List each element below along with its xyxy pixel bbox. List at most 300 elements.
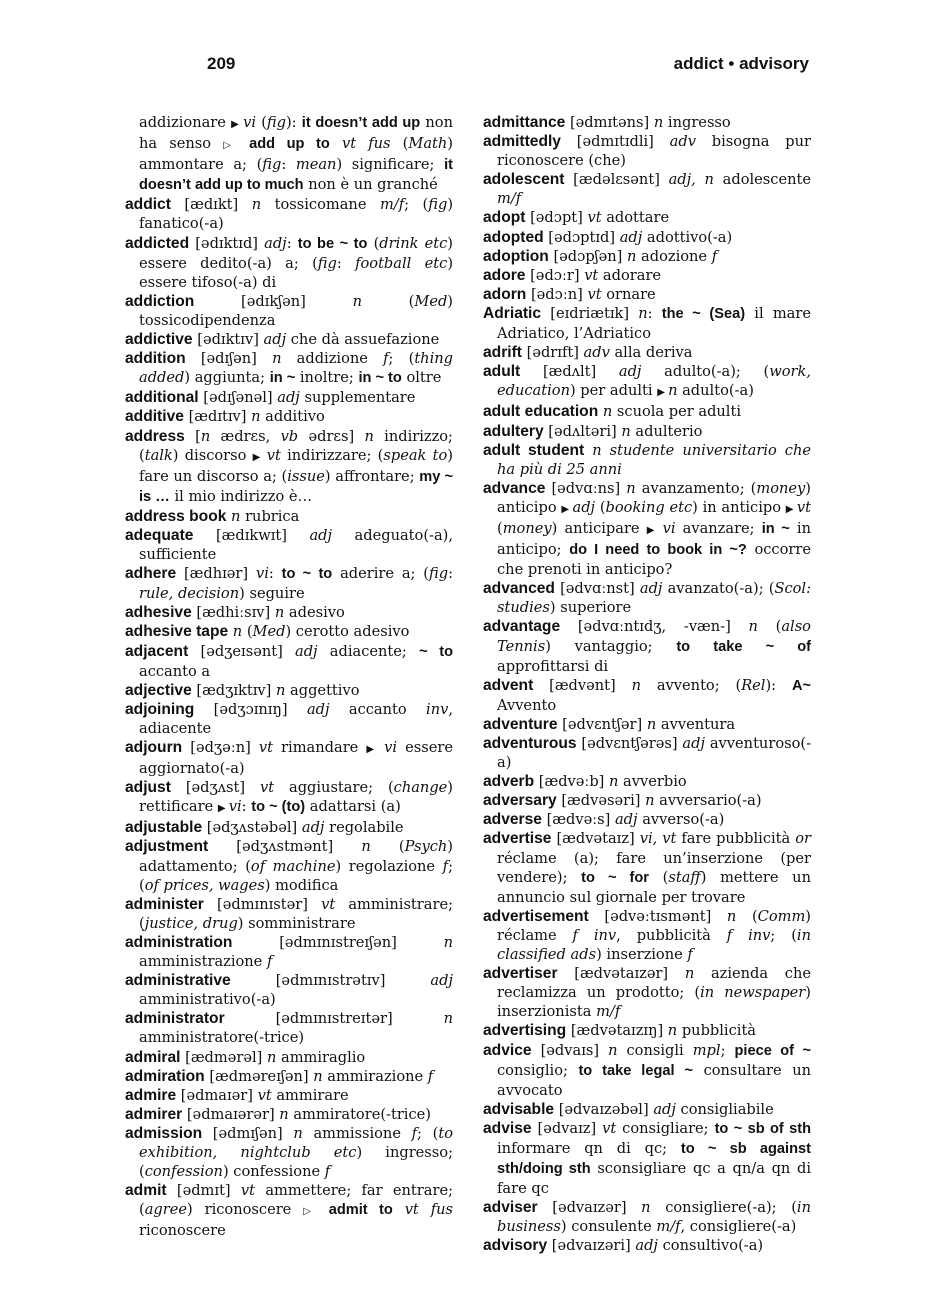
grammar-label: fig: [429, 565, 449, 583]
headword: advertiser: [483, 965, 558, 983]
headword: adhesive: [125, 604, 192, 622]
definition-text: ▶: [646, 524, 663, 536]
grammar-label: n: [631, 676, 641, 694]
grammar-label: drink etc: [379, 234, 448, 252]
definition-text: aderire a; (: [332, 565, 430, 583]
headword: advertising: [483, 1022, 567, 1040]
grammar-label: adj: [309, 526, 333, 544]
definition-text: :: [336, 254, 356, 272]
definition-text: [ædməreɪʃən]: [204, 1067, 314, 1085]
definition-text: [ædvətaɪzɪŋ]: [566, 1022, 668, 1040]
definition-text: [ədvaɪzəbəl]: [554, 1100, 654, 1118]
definition-text: :: [281, 156, 296, 174]
grammar-label: n: [602, 403, 613, 421]
headword: additional: [125, 389, 199, 407]
dictionary-entry: [125, 564, 453, 603]
dictionary-entry: [483, 285, 811, 304]
definition-text: [ədʒəːn]: [182, 739, 259, 756]
grammar-label: also Tennis: [497, 618, 811, 655]
grammar-label: adj: [618, 363, 642, 381]
grammar-label: adj: [277, 389, 300, 407]
dictionary-entry: [125, 292, 453, 330]
definition-text: [ədvɛntʃər]: [557, 715, 647, 733]
grammar-label: vt: [257, 1086, 272, 1104]
definition-text: rimandare: [273, 739, 367, 756]
definition-text: [ədɔːr]: [525, 266, 585, 284]
definition-text: ammettere; far entrare; (: [139, 1182, 454, 1219]
grammar-label: f: [711, 247, 718, 265]
grammar-label: n: [684, 965, 695, 983]
definition-text: ) consulente: [560, 1218, 657, 1236]
phrase: admit to: [328, 1202, 393, 1219]
definition-text: non ha senso: [139, 114, 453, 153]
definition-text: (: [367, 234, 380, 252]
headword: adventure: [483, 715, 558, 733]
grammar-label: n: [251, 408, 261, 426]
headword: adverse: [483, 811, 542, 829]
headword: administer: [125, 895, 204, 913]
definition-text: ; (: [770, 926, 797, 944]
grammar-label: adv: [669, 133, 696, 151]
grammar-label: n: [293, 1124, 303, 1142]
dictionary-entry: [125, 818, 453, 837]
grammar-label: f: [442, 857, 449, 875]
grammar-label: n studente universitario che ha più di 25 anni: [497, 441, 812, 478]
phrase: to be ~ to: [297, 235, 368, 252]
definition-text: [ædʒɪktɪv]: [191, 681, 276, 699]
grammar-label: Psych: [404, 838, 448, 856]
definition-text: ammirare: [271, 1086, 349, 1104]
definition-text: consigliare;: [616, 1119, 715, 1137]
definition-text: avanzato(-a); (: [662, 580, 775, 598]
grammar-label: vt: [259, 779, 275, 797]
definition-text: consultivo(-a): [657, 1237, 764, 1255]
dictionary-entry: [483, 964, 811, 1021]
phrase: it doesn’t add up to much: [139, 157, 453, 194]
grammar-label: n: [200, 427, 211, 445]
definition-text: (: [757, 618, 782, 636]
grammar-label: mpl: [692, 1041, 721, 1059]
dictionary-entry: [483, 479, 811, 579]
headword: adversary: [483, 792, 557, 810]
definition-text: ingresso: [663, 114, 731, 131]
dictionary-entry: [125, 1048, 453, 1067]
definition-text: [ædvətaɪz]: [551, 830, 640, 848]
dictionary-entry: [483, 1198, 811, 1236]
grammar-label: rule, decision: [139, 585, 240, 603]
definition-text: ) tossicodipendenza: [139, 292, 453, 329]
grammar-label: adj: [295, 642, 318, 660]
definition-text: inoltre;: [295, 369, 359, 387]
headword: adjustment: [125, 838, 209, 856]
grammar-label: talk: [144, 446, 173, 464]
definition-text: [ədmaɪərər]: [182, 1105, 280, 1123]
grammar-label: vt: [587, 209, 602, 227]
grammar-label: thing added: [139, 350, 453, 387]
dictionary-entry: [483, 579, 811, 617]
grammar-label: vt: [266, 446, 281, 464]
definition-text: adorare: [598, 266, 662, 284]
grammar-label: vi: [662, 519, 676, 537]
grammar-label: vt: [796, 498, 812, 516]
headword: addiction: [125, 292, 195, 310]
headword: admit: [125, 1182, 167, 1200]
phrase: piece of ~: [734, 1042, 811, 1059]
definition-text: , consigliere(-a): [680, 1218, 797, 1236]
dictionary-entry: [483, 1021, 811, 1040]
definition-text: amministrazione: [139, 953, 267, 971]
definition-text: (: [370, 838, 405, 856]
definition-text: addizione: [281, 350, 384, 368]
definition-text: ) in anticipo: [692, 498, 786, 516]
definition-text: adesivo: [284, 604, 345, 622]
definition-text: ▶: [785, 503, 797, 515]
dictionary-entry: [125, 388, 453, 407]
headword: admiral: [125, 1048, 181, 1066]
definition-text: ▶: [252, 451, 267, 463]
grammar-label: adj: [619, 228, 643, 246]
definition-text: (: [390, 135, 409, 153]
headword: advice: [483, 1041, 532, 1059]
definition-text: ) adattamento; (: [139, 838, 453, 875]
definition-text: accanto a: [139, 662, 211, 680]
definition-text: [ədʒʌst]: [170, 779, 260, 797]
headword: adorn: [483, 285, 527, 303]
definition-text: ) seguire: [239, 585, 305, 603]
phrase: in ~: [761, 520, 790, 537]
dictionary-entry: [125, 330, 453, 349]
grammar-label: n: [748, 618, 758, 636]
grammar-label: n: [272, 350, 282, 368]
definition-text: ▷: [223, 140, 250, 152]
grammar-label: fig: [428, 196, 448, 214]
dictionary-entry: [125, 837, 453, 894]
grammar-label: n: [361, 838, 371, 856]
definition-text: ; (: [388, 350, 415, 368]
dictionary-entry: [125, 234, 453, 292]
grammar-label: n: [609, 773, 619, 791]
definition-text: [ədʌltəri]: [543, 422, 622, 440]
grammar-label: adj: [263, 331, 287, 349]
grammar-label: in business: [497, 1199, 811, 1236]
definition-text: [ədvaɪz]: [531, 1119, 603, 1137]
dictionary-entry: [125, 1009, 453, 1047]
definition-text: ) fanatico(-a): [139, 196, 454, 233]
definition-text: adulto(-a): [677, 382, 754, 400]
definition-text: supplementare: [299, 389, 416, 407]
definition-text: ammiratore(-trice): [288, 1105, 431, 1123]
definition-text: ) cerotto adesivo: [285, 623, 410, 641]
grammar-label: vi: [228, 798, 242, 816]
definition-text: avverso(-a): [637, 811, 725, 829]
definition-text: [eɪdriætɪk]: [541, 304, 639, 322]
definition-text: :: [647, 304, 662, 322]
headword: adventurous: [483, 735, 577, 752]
definition-text: avverbio: [618, 773, 687, 791]
definition-text: amministrare; (: [139, 895, 454, 932]
grammar-label: Math: [408, 135, 448, 153]
dictionary-entry: [125, 603, 453, 622]
headword: adjective: [125, 681, 192, 699]
definition-text: [ədɔpʃən]: [548, 247, 627, 265]
definition-text: [ædəlɛsənt]: [564, 171, 669, 189]
definition-text: non è un granché: [303, 176, 438, 194]
headword: adoption: [483, 247, 549, 265]
grammar-label: m/f: [497, 190, 522, 208]
definition-text: pubblicità: [677, 1022, 757, 1040]
definition-text: azienda che reclamizza un prodotto; (: [497, 965, 812, 1002]
headword: advanced: [483, 580, 555, 598]
definition-text: [ədɪʃənəl]: [198, 389, 278, 407]
definition-text: adattarsi (a): [305, 798, 401, 816]
running-head: addict • advisory: [673, 54, 809, 73]
headword: adjacent: [125, 642, 189, 660]
phrase: my ~ is …: [139, 468, 454, 505]
definition-text: adulterio: [630, 422, 703, 440]
headword: adhesive tape: [125, 623, 229, 641]
definition-text: consultare un avvocato: [497, 1061, 811, 1099]
definition-text: [ædvənt]: [533, 676, 632, 694]
grammar-label: f: [266, 953, 273, 971]
headword: adopted: [483, 228, 544, 246]
definition-text: ▷: [303, 1206, 329, 1218]
grammar-label: n: [279, 1105, 289, 1123]
grammar-label: adj: [682, 735, 705, 752]
definition-text: sconsigliare qc a qn/a qn di fare qc: [497, 1160, 811, 1198]
headword: adequate: [125, 526, 194, 544]
definition-text: consiglio;: [497, 1061, 579, 1079]
definition-text: ):: [765, 676, 792, 694]
definition-text: in anticipo;: [497, 519, 811, 559]
phrase: to ~ sb against sth/doing sth: [497, 1140, 811, 1178]
phrase: to take legal ~: [578, 1062, 694, 1079]
grammar-label: n: [231, 507, 241, 525]
grammar-label: m/f: [596, 1003, 621, 1021]
grammar-label: money: [502, 519, 552, 537]
grammar-label: of prices, wages: [144, 876, 265, 894]
definition-text: [ədrɪft]: [521, 344, 584, 362]
grammar-label: vt fus: [404, 1201, 454, 1219]
grammar-label: n: [608, 1041, 618, 1059]
dictionary-entry: [483, 266, 811, 285]
definition-text: [ədɔptɪd]: [543, 228, 620, 246]
definition-text: riconoscere: [139, 1222, 226, 1240]
headword: additive: [125, 408, 184, 426]
grammar-label: vt: [240, 1182, 256, 1200]
grammar-label: f: [687, 946, 693, 964]
grammar-label: adj: [635, 1237, 658, 1255]
headword: admire: [125, 1086, 177, 1104]
definition-text: [ədɔːn]: [526, 285, 588, 303]
definition-text: ) per adulti: [569, 382, 658, 400]
phrase: do I need to book in ~?: [569, 542, 747, 559]
headword: adviser: [483, 1199, 538, 1217]
dictionary-entry: [483, 132, 811, 170]
definition-text: ædrɛs,: [210, 427, 281, 445]
grammar-label: adj, n: [668, 171, 714, 189]
definition-text: (: [242, 623, 253, 641]
dictionary-entry: [483, 829, 811, 906]
dictionary-entry: [125, 349, 453, 388]
definition-text: [ædvəːb]: [534, 773, 610, 791]
grammar-label: mean: [295, 156, 337, 174]
headword: adult: [483, 363, 521, 381]
headword: address: [125, 427, 185, 445]
definition-text: ) ingresso; (: [139, 1143, 453, 1181]
grammar-label: vt fus: [341, 135, 391, 153]
grammar-label: adj: [614, 811, 638, 829]
grammar-label: work, education: [497, 363, 811, 400]
headword: adhere: [125, 565, 177, 583]
definition-text: oltre: [401, 369, 442, 387]
grammar-label: vt: [321, 895, 336, 913]
definition-text: additivo: [260, 408, 325, 426]
dictionary-entry: [483, 676, 811, 715]
dictionary-entry: [125, 1181, 453, 1240]
grammar-label: n: [313, 1067, 323, 1085]
dictionary-entry: [483, 1100, 811, 1119]
definition-text: [ədvaɪzəri]: [547, 1237, 636, 1255]
definition-text: Avvento: [497, 696, 557, 714]
headword: admission: [125, 1124, 203, 1142]
left-column: [125, 113, 453, 1240]
definition-text: ▶: [657, 387, 669, 399]
grammar-label: vi: [384, 739, 398, 756]
grammar-label: n: [274, 604, 285, 622]
phrase: to ~ to: [281, 566, 333, 583]
definition-text: ; (: [404, 196, 429, 214]
headword: addicted: [125, 234, 190, 252]
grammar-label: n: [364, 427, 374, 445]
headword: advise: [483, 1119, 532, 1137]
definition-text: ) vantaggio;: [545, 637, 677, 655]
definition-text: ):: [285, 114, 302, 131]
grammar-label: adj: [639, 580, 663, 598]
definition-text: (: [649, 868, 669, 886]
headword: addition: [125, 350, 186, 368]
grammar-label: n: [251, 196, 262, 214]
definition-text: approfittarsi di: [497, 657, 609, 675]
dictionary-entry: [483, 810, 811, 829]
definition-text: [ædvəsəri]: [556, 792, 646, 810]
definition-text: [ædhiːsɪv]: [191, 604, 275, 622]
definition-text: ) anticipo: [497, 479, 811, 516]
dictionary-entry: [125, 113, 453, 195]
grammar-label: n: [645, 792, 655, 810]
definition-text: ) essere tifoso(-a) di: [139, 254, 454, 291]
headword: adore: [483, 266, 526, 284]
definition-text: ) fare un discorso a; (: [139, 446, 453, 485]
headword: adjoining: [125, 700, 195, 718]
dictionary-entry: [483, 304, 811, 343]
grammar-label: vt: [258, 739, 273, 756]
grammar-label: change: [393, 779, 448, 797]
headword: adult education: [483, 403, 599, 421]
definition-text: amministratore(-trice): [139, 1029, 305, 1047]
phrase: to ~ for: [581, 869, 649, 886]
definition-text: [ədvɑːns]: [545, 479, 627, 497]
headword: administrative: [125, 972, 231, 990]
grammar-label: m/f: [379, 196, 405, 214]
grammar-label: or: [795, 830, 811, 848]
definition-text: ▶: [366, 744, 385, 755]
definition-text: ammiraglio: [276, 1048, 366, 1066]
grammar-label: n: [726, 907, 737, 925]
dictionary-entry: [125, 427, 453, 507]
grammar-label: fig: [266, 114, 286, 131]
definition-text: ) modifica: [264, 876, 339, 894]
definition-text: :: [268, 565, 282, 583]
dictionary-entry: [483, 1236, 811, 1255]
headword: advance: [483, 479, 546, 497]
definition-text: avanzare;: [675, 519, 762, 537]
headword: adjustable: [125, 819, 203, 837]
grammar-label: n: [627, 247, 637, 265]
definition-text: ədrɛs]: [298, 427, 365, 445]
grammar-label: n: [352, 292, 362, 310]
headword: advisory: [483, 1237, 548, 1255]
dictionary-entry: [483, 208, 811, 227]
dictionary-entry: [483, 422, 811, 441]
grammar-label: issue: [287, 467, 325, 485]
definition-text: ▶: [231, 119, 244, 130]
definition-text: indirizzo; (: [139, 427, 453, 464]
definition-text: adozione: [636, 247, 712, 265]
dictionary-entry: [483, 734, 811, 772]
definition-text: [ədmaɪər]: [176, 1086, 258, 1104]
dictionary-entry: [125, 1124, 453, 1181]
headword: administration: [125, 933, 233, 951]
dictionary-entry: [125, 1086, 453, 1105]
grammar-label: n: [668, 382, 678, 400]
definition-text: adulto(-a); (: [641, 363, 770, 381]
definition-text: [ədmɪnɪstrətɪv]: [230, 972, 431, 990]
definition-text: il mare Adriatico, l’Adriatico: [497, 304, 811, 343]
definition-text: ) superiore: [549, 599, 632, 617]
definition-text: [ədmɪnɪstər]: [203, 895, 322, 913]
definition-text: ;: [720, 1041, 735, 1059]
phrase: add up to: [249, 136, 330, 153]
definition-text: [ədɪʃən]: [185, 350, 273, 368]
definition-text: ) aggiunta;: [184, 369, 270, 387]
definition-text: tossicomane: [261, 196, 380, 214]
definition-text: réclame (a); fare un’inserzione (per vendere);: [497, 849, 811, 886]
definition-text: aggettivo: [285, 681, 360, 699]
dictionary-entry: [125, 1105, 453, 1124]
dictionary-entry: [125, 526, 453, 564]
definition-text: [ædɪtɪv]: [183, 408, 252, 426]
definition-text: ) somministrare: [237, 914, 356, 932]
definition-text: adeguato(-a), sufficiente: [139, 526, 453, 564]
grammar-label: speak to: [383, 446, 448, 464]
definition-text: (: [497, 519, 503, 537]
grammar-label: n: [653, 114, 664, 131]
definition-text: (: [256, 114, 267, 131]
definition-text: alla deriva: [609, 344, 693, 362]
definition-text: ammissione: [302, 1124, 412, 1142]
definition-text: , adiacente: [139, 700, 453, 737]
grammar-label: football etc: [355, 254, 448, 272]
definition-text: bisogna pur riconoscere (che): [497, 133, 811, 170]
definition-text: [393, 1201, 405, 1218]
dictionary-entry: [125, 622, 453, 641]
definition-text: :: [448, 565, 454, 583]
definition-text: indirizzare; (: [280, 446, 384, 464]
definition-text: aggiustare; (: [274, 779, 394, 797]
grammar-label: of machine: [250, 857, 336, 875]
phrase: the ~ (Sea): [661, 305, 746, 322]
right-column: [483, 113, 811, 1256]
